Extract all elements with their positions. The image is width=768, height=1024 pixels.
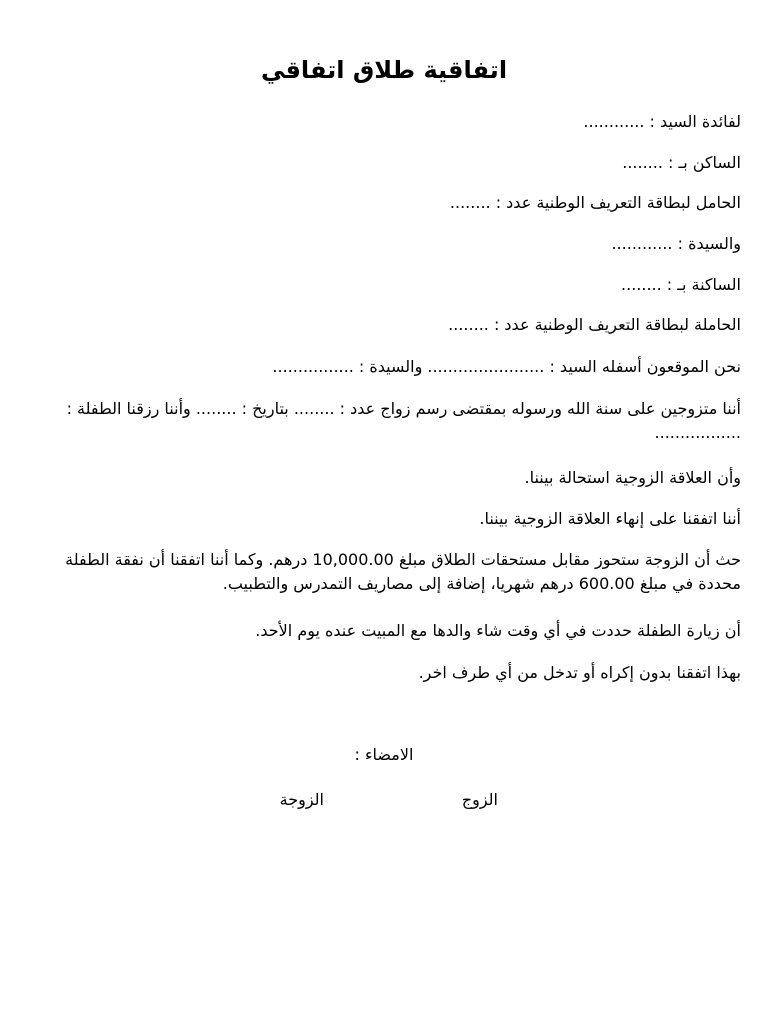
husband-signature-label: الزوج bbox=[461, 790, 498, 809]
marriage-clause: أننا متزوجين على سنة الله ورسوله بمقتضى رسم زواج عدد : ........ بتاريخ : ........ وأننا رزقنا الطفلة : ................. bbox=[66, 399, 741, 442]
impossibility-clause: وأن العلاقة الزوجية استحالة بيننا. bbox=[524, 468, 741, 487]
husband-id-line: الحامل لبطاقة التعريف الوطنية عدد : ........ bbox=[449, 193, 741, 212]
consent-clause: بهذا اتفقنا بدون إكراه أو تدخل من أي طرف اخر. bbox=[418, 663, 741, 682]
signature-label: الامضاء : bbox=[354, 745, 414, 764]
wife-signature-label: الزوجة bbox=[279, 790, 324, 809]
husband-name-line: لفائدة السيد : ............ bbox=[583, 112, 741, 131]
document-title: اتفاقية طلاق اتفاقي bbox=[260, 56, 508, 84]
wife-address-line: الساكنة بـ : ........ bbox=[621, 275, 741, 294]
wife-name-line: والسيدة : ............ bbox=[611, 234, 741, 253]
husband-address-line: الساكن بـ : ........ bbox=[622, 153, 741, 172]
visitation-clause: أن زيارة الطفلة حددت في أي وقت شاء والدها مع المبيت عنده يوم الأحد. bbox=[255, 621, 741, 640]
agreement-clause: أننا اتفقنا على إنهاء العلاقة الزوجية بيننا. bbox=[479, 509, 741, 528]
signatories-line: نحن الموقعون أسفله السيد : ....................... والسيدة : ................ bbox=[272, 357, 741, 376]
wife-id-line: الحاملة لبطاقة التعريف الوطنية عدد : ........ bbox=[448, 315, 741, 334]
financial-clause: حث أن الزوجة ستحوز مقابل مستحقات الطلاق مبلغ 10,000.00 درهم. وكما أننا اتفقنا أن نفقة الطفلة محددة في مبلغ 600.00 درهم شهريا، إضافة إلى مصاريف التمدرس والتطبيب. bbox=[65, 550, 741, 593]
